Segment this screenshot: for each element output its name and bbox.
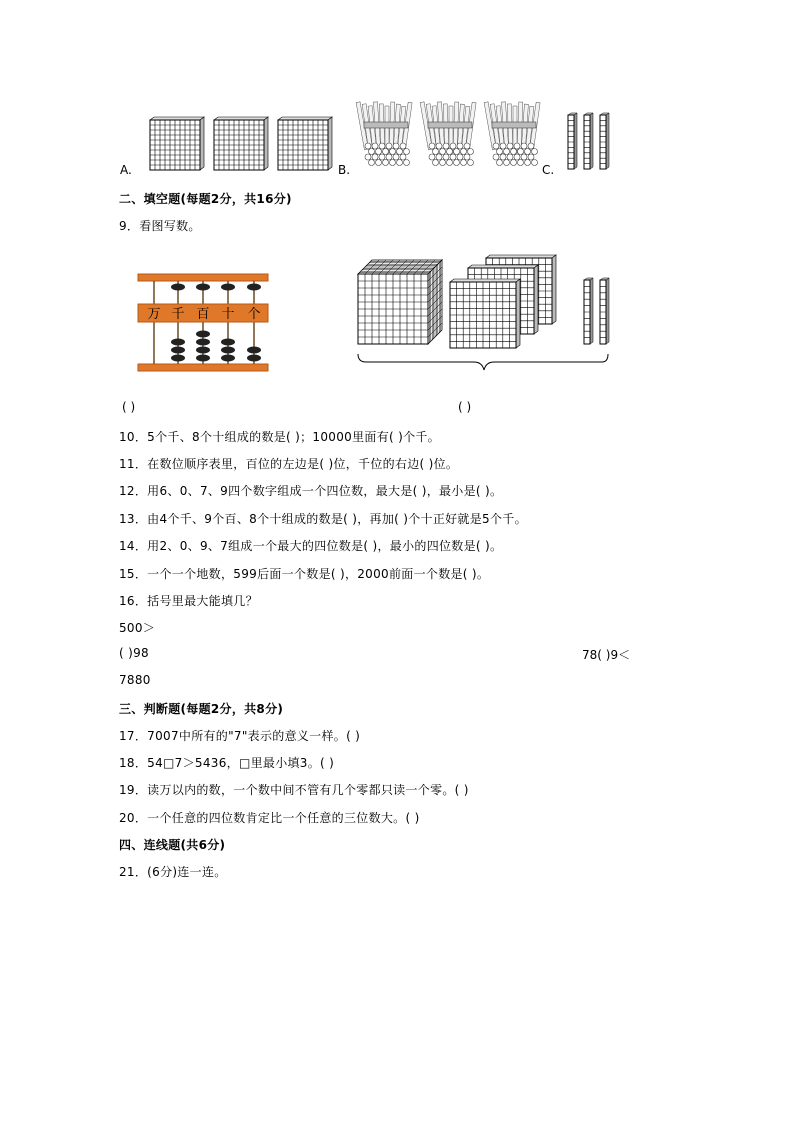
option-b-label: B.	[338, 163, 351, 177]
lower-bead	[221, 355, 235, 362]
ten-rod-1	[568, 113, 577, 169]
q9-text: 9．看图写数。	[119, 219, 201, 233]
ten-rod-3	[600, 113, 609, 169]
q13-text: 13．由4个千、9个百、8个十组成的数是( )，再加( )个十正好就是5个千。	[119, 512, 527, 526]
lower-bead	[171, 339, 185, 346]
lower-bead	[196, 347, 210, 354]
place-value-blocks-figure	[356, 254, 612, 372]
lower-bead	[196, 339, 210, 346]
section4-title: 四、连线题(共6分)	[119, 838, 226, 852]
q10-text: 10．5个千、8个十组成的数是( )；10000里面有( )个千。	[119, 430, 440, 444]
q14-text: 14．用2、0、9、7组成一个最大的四位数是( )，最小的四位数是( )。	[119, 539, 503, 553]
q20-text: 20．一个任意的四位数肯定比一个任意的三位数大。( )	[119, 811, 420, 825]
curly-brace	[358, 354, 608, 370]
lower-bead	[221, 339, 235, 346]
upper-bead	[196, 284, 210, 291]
abacus-figure	[138, 270, 268, 376]
lower-bead	[221, 347, 235, 354]
stick-bundle-3	[484, 102, 540, 166]
lower-bead	[196, 355, 210, 362]
thousand-cube	[358, 260, 442, 344]
abacus-label: 十	[221, 307, 235, 322]
q16-line2-right: 78( )9＜	[582, 648, 631, 662]
abacus-top-bar	[138, 274, 268, 281]
q17-text: 17．7007中所有的"7"表示的意义一样。( )	[119, 729, 361, 743]
hundred-flats-figure	[148, 116, 338, 172]
q16-text: 16．括号里最大能填几？	[119, 594, 258, 608]
section3-title: 三、判断题(每题2分，共8分)	[119, 702, 284, 716]
ten-rod-2	[584, 113, 593, 169]
q16-line1: 500＞	[119, 621, 156, 635]
q19-text: 19．读万以内的数，一个数中间不管有几个零都只读一个零。( )	[119, 783, 469, 797]
lower-bead	[247, 355, 261, 362]
q16-line3: 7880	[119, 673, 151, 687]
q15-text: 15．一个一个地数，599后面一个数是( )，2000前面一个数是( )。	[119, 567, 490, 581]
lower-bead	[196, 331, 210, 338]
hundred-flat-block-3	[450, 279, 520, 348]
hundred-flat-3	[278, 117, 332, 170]
q11-text: 11．在数位顺序表里，百位的左边是( )位，千位的右边( )位。	[119, 457, 459, 471]
option-a-label: A.	[120, 163, 132, 177]
q16-line2-left: ( )98	[119, 646, 149, 660]
abacus-label: 万	[147, 307, 161, 322]
lower-bead	[247, 347, 261, 354]
upper-bead	[171, 284, 185, 291]
stick-bundle-1	[356, 102, 412, 166]
ten-rods-figure	[566, 112, 616, 172]
lower-bead	[171, 355, 185, 362]
abacus-label: 千	[171, 307, 185, 322]
stick-bundle-2	[420, 102, 476, 166]
q9-blank-right: ( )	[458, 400, 472, 414]
upper-bead	[247, 284, 261, 291]
section2-title: 二、填空题(每题2分，共16分)	[119, 192, 292, 206]
stick-bundles-figure	[356, 96, 546, 172]
abacus-label: 百	[196, 307, 210, 322]
ten-rod-block-1	[584, 278, 593, 344]
q21-text: 21．(6分)连一连。	[119, 865, 227, 879]
q12-text: 12．用6、0、7、9四个数字组成一个四位数，最大是( )，最小是( )。	[119, 484, 503, 498]
hundred-flat-2	[214, 117, 268, 170]
q9-blank-left: ( )	[122, 400, 136, 414]
upper-bead	[221, 284, 235, 291]
lower-bead	[171, 347, 185, 354]
option-c-label: C.	[542, 163, 555, 177]
abacus-label: 个	[247, 307, 261, 322]
hundred-flat-1	[150, 117, 204, 170]
abacus-bottom-bar	[138, 364, 268, 371]
ten-rod-block-2	[600, 278, 609, 344]
q18-text: 18．54□7＞5436，□里最小填3。( )	[119, 756, 335, 770]
